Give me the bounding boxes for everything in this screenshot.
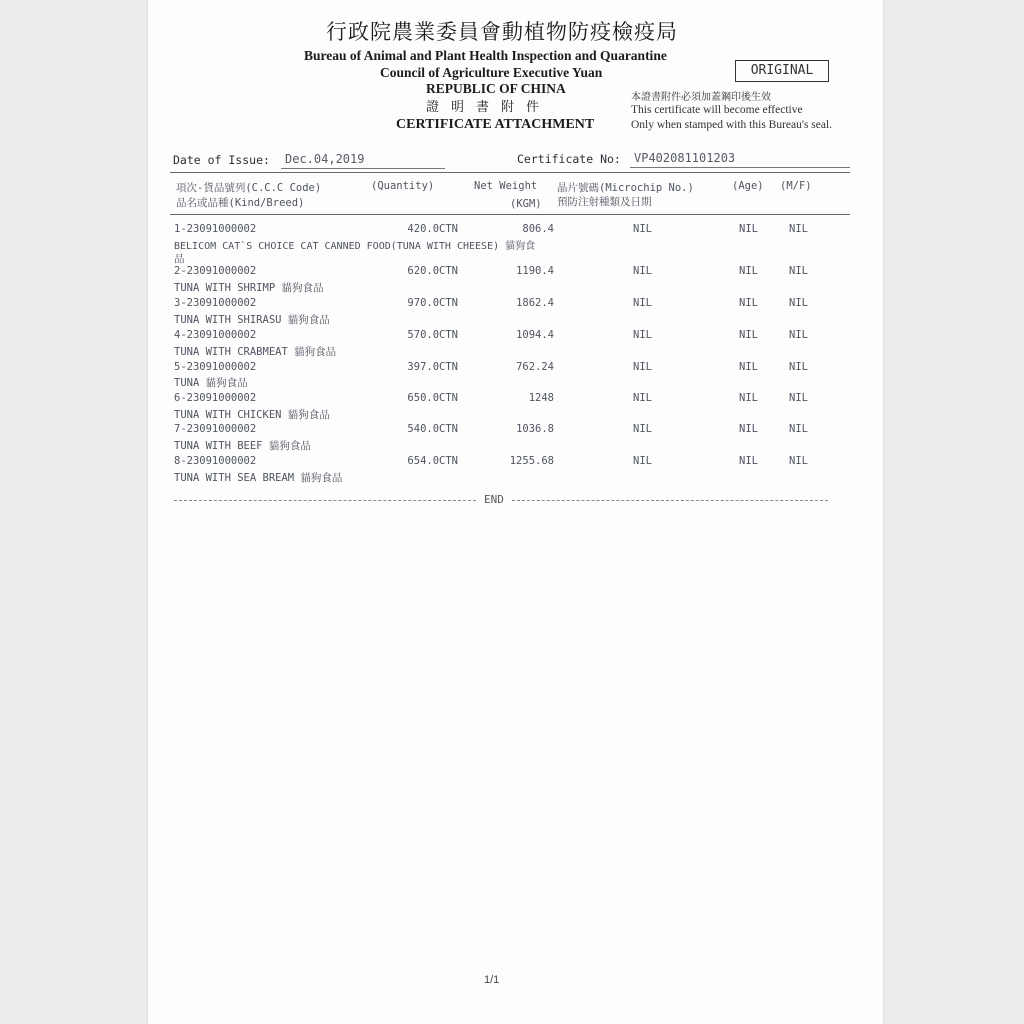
table-header-rule bbox=[170, 214, 850, 215]
row-2-microchip: NIL bbox=[633, 265, 652, 277]
row-2-age: NIL bbox=[739, 265, 758, 277]
seal-note-line-2: Only when stamped with this Bureau's seal. bbox=[631, 119, 833, 131]
row-6-age: NIL bbox=[739, 392, 758, 404]
row-7-code: 7-23091000002 bbox=[174, 423, 257, 435]
row-7-quantity: 540.0CTN bbox=[407, 423, 458, 435]
column-header-kgm: (KGM) bbox=[510, 198, 542, 210]
row-4-quantity: 570.0CTN bbox=[407, 329, 458, 341]
row-1-age: NIL bbox=[739, 223, 758, 235]
bureau-title-english: Bureau of Animal and Plant Health Inspection and Quarantine bbox=[304, 48, 667, 63]
document-title-chinese: 證明書附件 bbox=[426, 100, 552, 115]
row-3-age: NIL bbox=[739, 297, 758, 309]
row-5-name: TUNA 貓狗食品 bbox=[174, 377, 248, 389]
row-8-name: TUNA WITH SEA BREAM 貓狗食品 bbox=[174, 472, 343, 484]
row-8-microchip: NIL bbox=[633, 455, 652, 467]
original-stamp-box: ORIGINAL bbox=[735, 60, 829, 82]
row-3-name: TUNA WITH SHIRASU 貓狗食品 bbox=[174, 314, 330, 326]
row-4-weight: 1094.4 bbox=[516, 329, 554, 341]
column-header-kind: 品名或品種(Kind/Breed) bbox=[176, 197, 305, 209]
row-4-microchip: NIL bbox=[633, 329, 652, 341]
row-3-microchip: NIL bbox=[633, 297, 652, 309]
row-3-code: 3-23091000002 bbox=[174, 297, 257, 309]
row-7-microchip: NIL bbox=[633, 423, 652, 435]
row-2-quantity: 620.0CTN bbox=[407, 265, 458, 277]
column-header-quantity: (Quantity) bbox=[371, 180, 435, 192]
end-divider-left bbox=[174, 500, 476, 501]
row-5-code: 5-23091000002 bbox=[174, 361, 257, 373]
row-1-quantity: 420.0CTN bbox=[407, 223, 458, 235]
row-8-weight: 1255.68 bbox=[509, 455, 554, 467]
country-title: REPUBLIC OF CHINA bbox=[426, 81, 566, 96]
column-header-sex: (M/F) bbox=[780, 180, 812, 192]
row-5-weight: 762.24 bbox=[516, 361, 554, 373]
row-7-weight: 1036.8 bbox=[516, 423, 554, 435]
row-6-sex: NIL bbox=[789, 392, 808, 404]
date-of-issue-value: Dec.04,2019 bbox=[285, 152, 365, 166]
certificate-number-value: VP402081101203 bbox=[634, 151, 736, 165]
date-underline bbox=[281, 168, 445, 169]
row-1-code: 1-23091000002 bbox=[174, 223, 257, 235]
end-marker: END bbox=[484, 493, 504, 506]
table-top-rule bbox=[170, 172, 850, 173]
column-header-vaccination: 預防注射種類及日期 bbox=[557, 196, 652, 208]
row-7-name: TUNA WITH BEEF 貓狗食品 bbox=[174, 440, 311, 452]
row-4-sex: NIL bbox=[789, 329, 808, 341]
row-8-quantity: 654.0CTN bbox=[407, 455, 458, 467]
row-6-weight: 1248 bbox=[528, 392, 554, 404]
row-1-name: BELICOM CAT`S CHOICE CAT CANNED FOOD(TUNA WITH CHEESE) 貓狗食 bbox=[174, 241, 536, 252]
certificate-underline bbox=[630, 167, 850, 168]
seal-note-line-1: This certificate will become effective bbox=[631, 104, 803, 116]
date-of-issue-label: Date of Issue: bbox=[173, 153, 270, 167]
page-number: 1/1 bbox=[484, 974, 500, 986]
row-4-age: NIL bbox=[739, 329, 758, 341]
column-header-net-weight: Net Weight bbox=[474, 180, 538, 192]
row-8-sex: NIL bbox=[789, 455, 808, 467]
row-6-microchip: NIL bbox=[633, 392, 652, 404]
certificate-number-label: Certificate No: bbox=[517, 152, 621, 166]
row-7-sex: NIL bbox=[789, 423, 808, 435]
document-title: CERTIFICATE ATTACHMENT bbox=[396, 117, 595, 132]
row-1-name-cont: 品 bbox=[174, 253, 185, 265]
end-divider-right bbox=[512, 500, 828, 501]
row-3-sex: NIL bbox=[789, 297, 808, 309]
row-4-code: 4-23091000002 bbox=[174, 329, 257, 341]
row-6-quantity: 650.0CTN bbox=[407, 392, 458, 404]
row-1-microchip: NIL bbox=[633, 223, 652, 235]
row-2-weight: 1190.4 bbox=[516, 265, 554, 277]
row-1-sex: NIL bbox=[789, 223, 808, 235]
row-5-sex: NIL bbox=[789, 361, 808, 373]
row-7-age: NIL bbox=[739, 423, 758, 435]
bureau-title-chinese: 行政院農業委員會動植物防疫檢疫局 bbox=[326, 20, 678, 44]
row-8-age: NIL bbox=[739, 455, 758, 467]
row-5-age: NIL bbox=[739, 361, 758, 373]
row-5-microchip: NIL bbox=[633, 361, 652, 373]
row-8-code: 8-23091000002 bbox=[174, 455, 257, 467]
column-header-microchip: 晶片號碼(Microchip No.) bbox=[557, 182, 694, 194]
row-3-weight: 1862.4 bbox=[516, 297, 554, 309]
row-6-code: 6-23091000002 bbox=[174, 392, 257, 404]
council-title: Council of Agriculture Executive Yuan bbox=[380, 65, 603, 80]
column-header-age: (Age) bbox=[732, 180, 764, 192]
row-3-quantity: 970.0CTN bbox=[407, 297, 458, 309]
row-2-sex: NIL bbox=[789, 265, 808, 277]
row-6-name: TUNA WITH CHICKEN 貓狗食品 bbox=[174, 409, 330, 421]
column-header-item: 項次-貨品號列(C.C.C Code) bbox=[176, 182, 322, 194]
row-2-code: 2-23091000002 bbox=[174, 265, 257, 277]
row-2-name: TUNA WITH SHRIMP 貓狗食品 bbox=[174, 282, 324, 294]
row-5-quantity: 397.0CTN bbox=[407, 361, 458, 373]
seal-note-chinese: 本證書附件必須加蓋鋼印後生效 bbox=[631, 92, 771, 103]
row-4-name: TUNA WITH CRABMEAT 貓狗食品 bbox=[174, 346, 337, 358]
row-1-weight: 806.4 bbox=[522, 223, 554, 235]
